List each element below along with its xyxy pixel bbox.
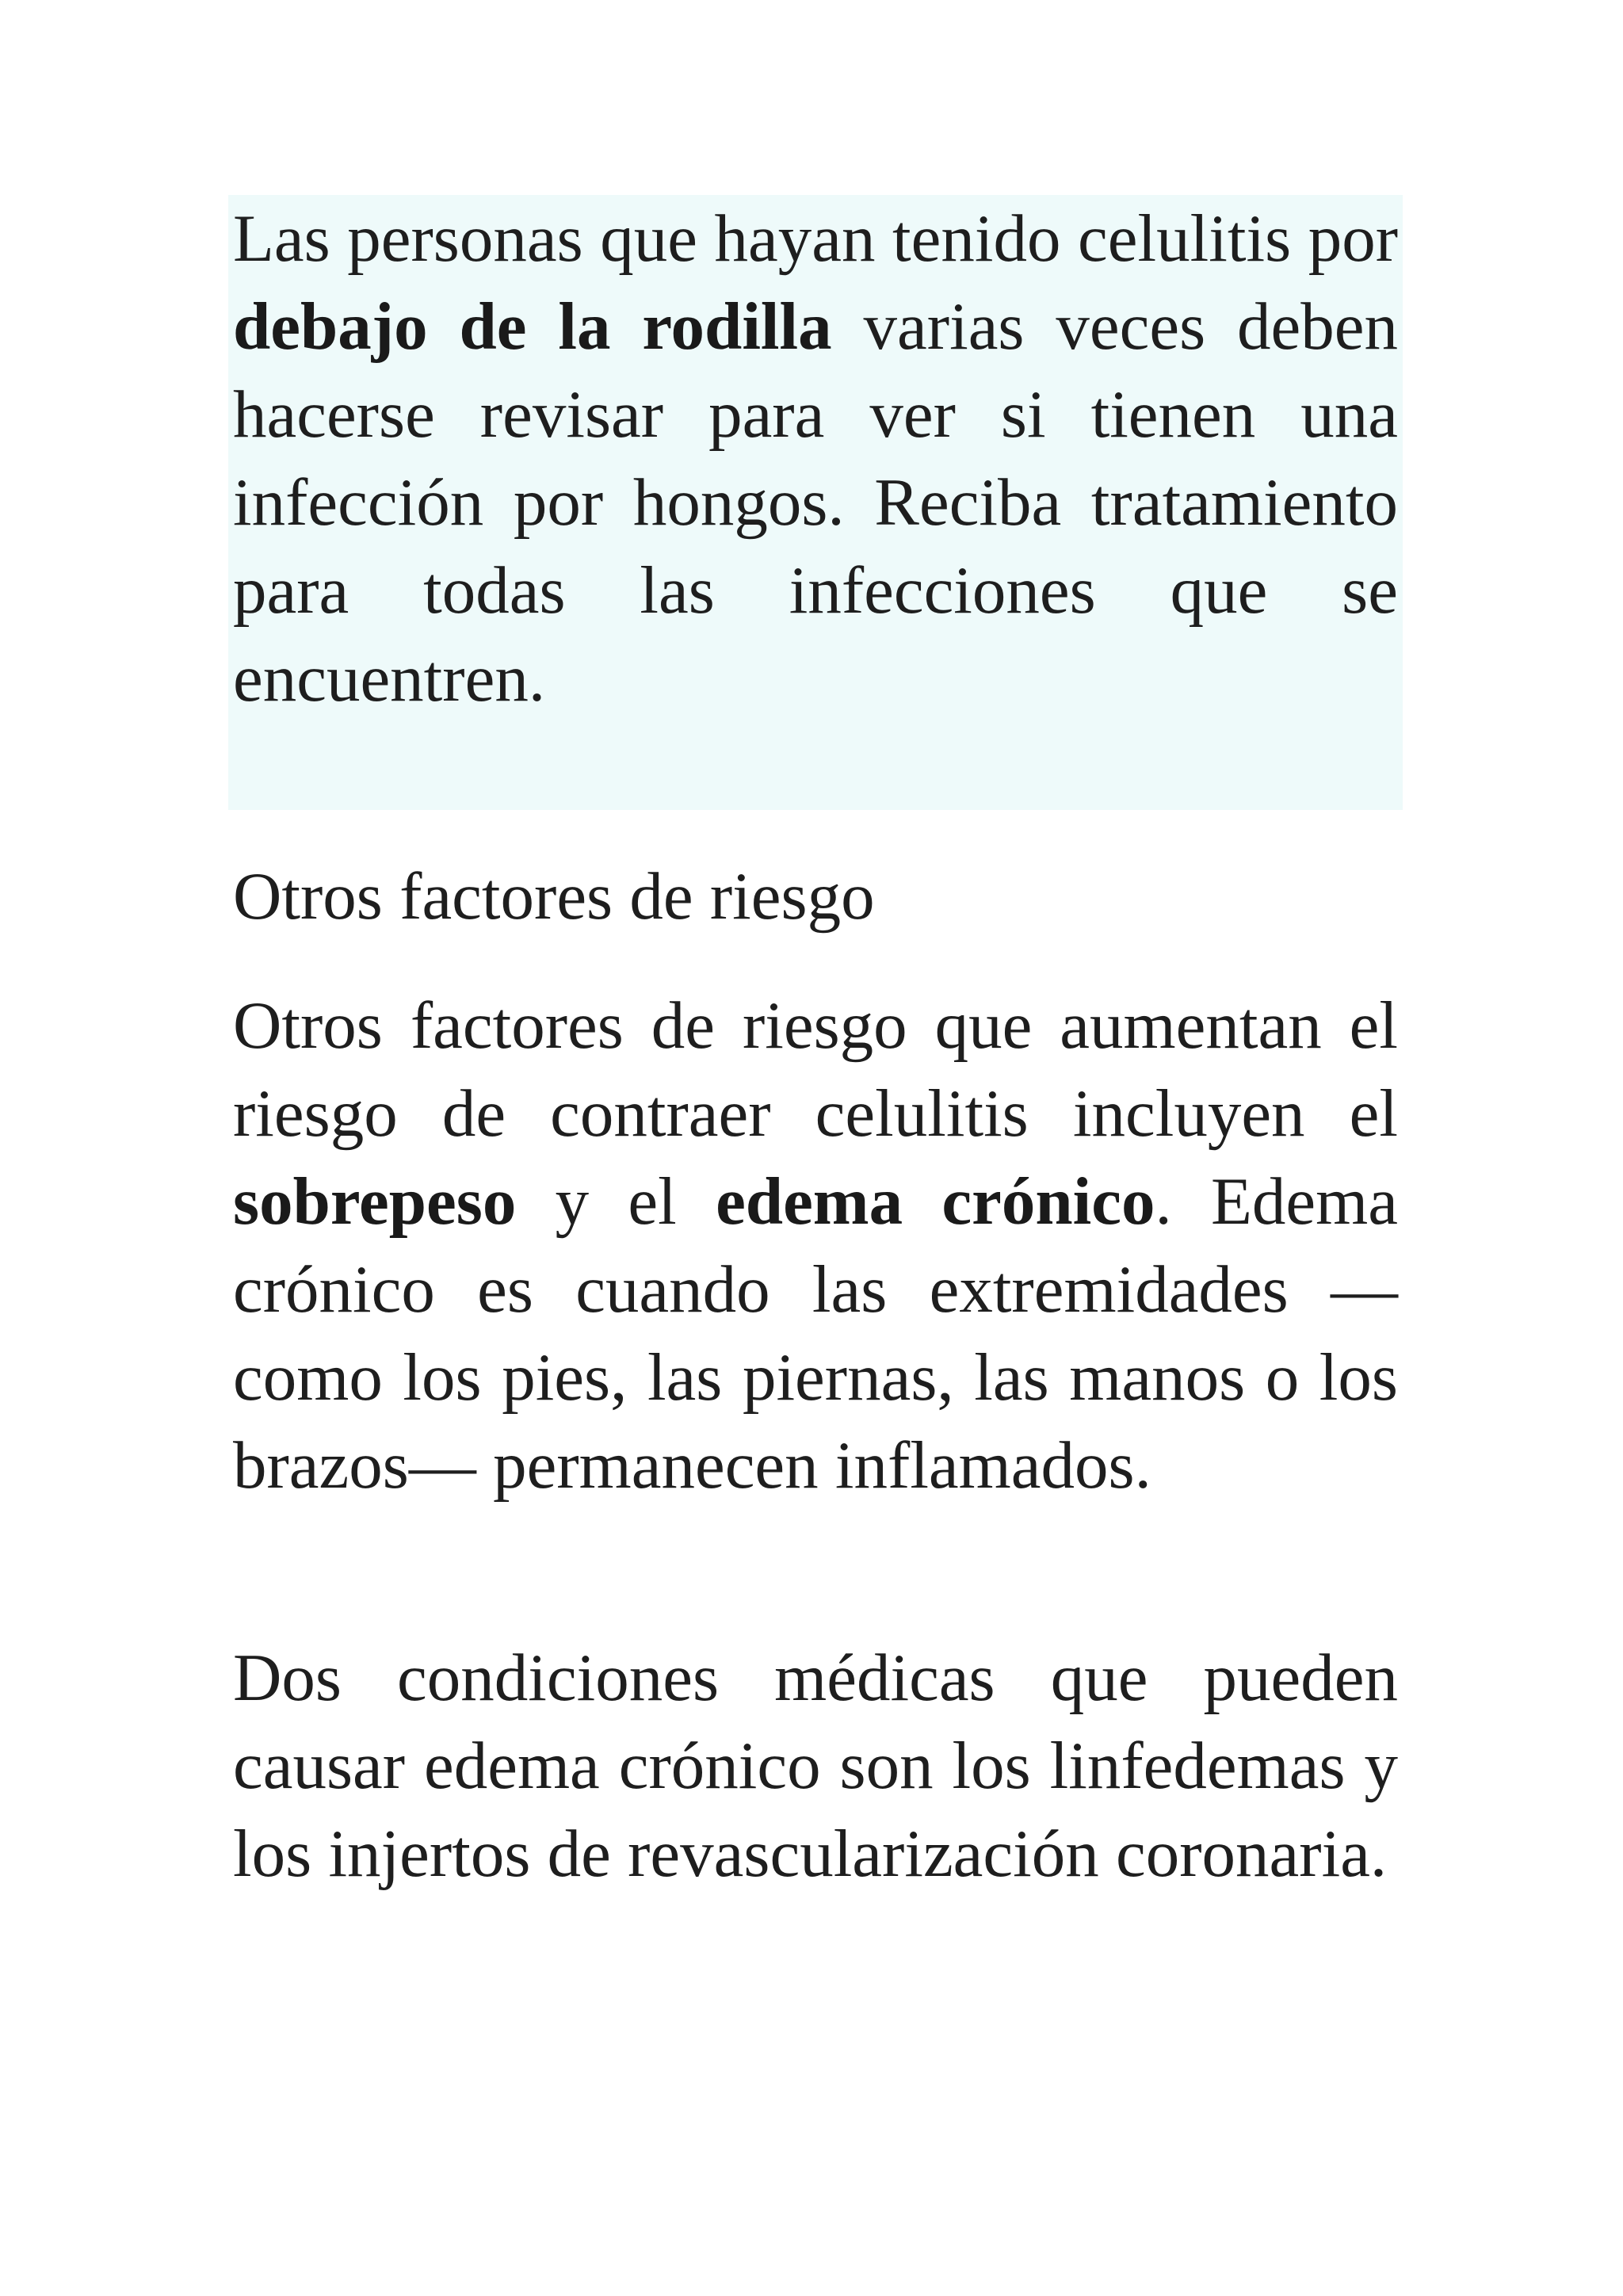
paragraph-medical-conditions: Dos condiciones médicas que pueden causar edema crónico son los linfedemas y los injertos de revascularización coronaria. <box>233 1641 1398 1891</box>
paragraph1-text-1: Las personas que hayan tenido celulitis por <box>233 201 1398 276</box>
paragraph1-text-2: varias veces deben hacerse revisar para ver si tienen una infección por hongos. Reciba tratamiento para todas las infecciones que se encuentren. <box>233 289 1398 716</box>
section-heading: Otros factores de riesgo <box>233 859 875 934</box>
highlighted-paragraph <box>228 195 1403 810</box>
paragraph2-text-3: . Edema crónico es cuando las extremidades —como los pies, las piernas, las manos o los brazos— permanecen inflamados. <box>233 1164 1398 1503</box>
bold-sobrepeso: sobrepeso <box>233 1164 517 1239</box>
bold-debajo-de-la-rodilla: debajo de la rodilla <box>233 289 832 364</box>
paragraph-risk-factors <box>233 982 1398 1510</box>
paragraph2-text-2: y el <box>516 1164 716 1239</box>
paragraph2-text-1: Otros factores de riesgo que aumentan el riesgo de contraer celulitis incluyen el <box>233 988 1398 1151</box>
paragraph-fungal-infection <box>233 195 1398 723</box>
bold-edema-cronico: edema crónico <box>716 1164 1155 1239</box>
